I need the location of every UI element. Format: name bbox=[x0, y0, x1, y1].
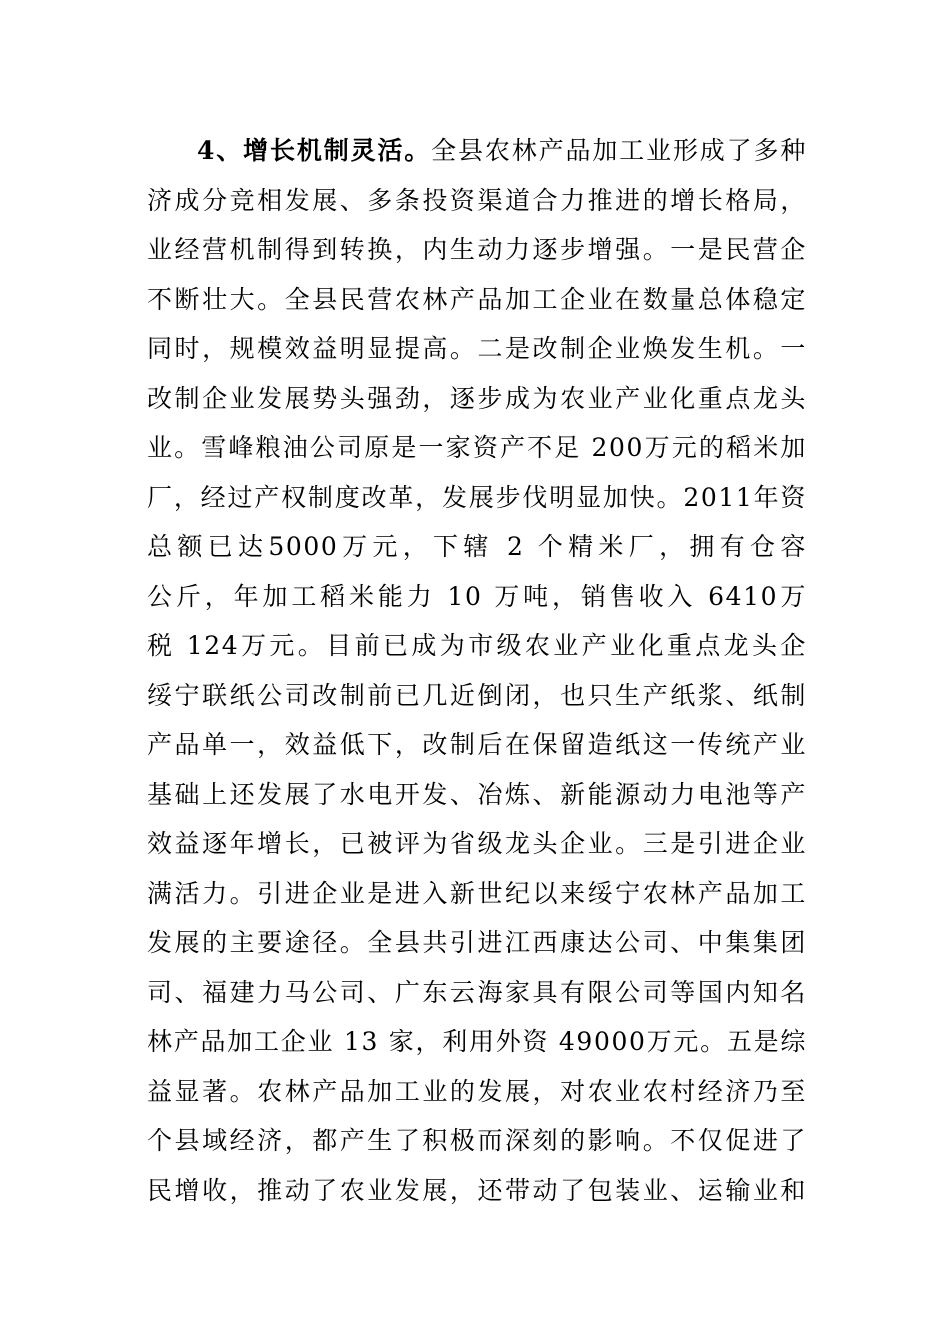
paragraph-line-17: 发展的主要途径。全县共引进江西康达公司、中集集团 bbox=[147, 928, 807, 957]
paragraph-line-1 bbox=[147, 126, 807, 176]
body-paragraph bbox=[147, 126, 807, 1215]
paragraph-line-7: 业。雪峰粮油公司原是一家资产不足 200万元的稻米加 bbox=[147, 433, 807, 462]
paragraph-line-2: 济成分竞相发展、多条投资渠道合力推进的增长格局， bbox=[147, 185, 807, 215]
section-heading: 4、增长机制灵活。 bbox=[197, 136, 432, 165]
paragraph-line-13: 产品单一，效益低下，改制后在保留造纸这一传统产业 bbox=[147, 730, 807, 759]
paragraph-line-21: 个县域经济，都产生了积极而深刻的影响。不仅促进了 bbox=[147, 1126, 807, 1155]
paragraph-line-9: 总额已达5000万元，下辖 2 个精米厂，拥有仓容 bbox=[147, 532, 807, 561]
paragraph-line-14: 基础上还发展了水电开发、冶炼、新能源动力电池等产 bbox=[147, 779, 807, 809]
paragraph-line-6: 改制企业发展势头强劲，逐步成为农业产业化重点龙头 bbox=[147, 383, 807, 413]
line-text: 全县农林产品加工业形成了多种 bbox=[431, 136, 807, 165]
paragraph-line-20: 益显著。农林产品加工业的发展，对农业农村经济乃至 bbox=[147, 1076, 807, 1106]
paragraph-line-16: 满活力。引进企业是进入新世纪以来绥宁农林产品加工 bbox=[147, 878, 807, 908]
paragraph-line-18: 司、福建力马公司、广东云海家具有限公司等国内知名 bbox=[147, 977, 807, 1007]
paragraph-line-11: 税 124万元。目前已成为市级农业产业化重点龙头企 bbox=[147, 631, 807, 660]
paragraph-line-19: 林产品加工企业 13 家，利用外资 49000万元。五是综 bbox=[147, 1027, 807, 1056]
paragraph-line-10: 公斤，年加工稻米能力 10 万吨，销售收入 6410万 bbox=[147, 581, 807, 611]
paragraph-line-8: 厂，经过产权制度改革，发展步伐明显加快。2011年资 bbox=[147, 482, 807, 512]
paragraph-line-12: 绥宁联纸公司改制前已几近倒闭，也只生产纸浆、纸制 bbox=[147, 680, 807, 710]
paragraph-line-22: 民增收，推动了农业发展，还带动了包装业、运输业和 bbox=[147, 1175, 807, 1205]
paragraph-line-3: 业经营机制得到转换，内生动力逐步增强。一是民营企 bbox=[147, 235, 807, 264]
paragraph-line-4: 不断壮大。全县民营农林产品加工企业在数量总体稳定 bbox=[147, 284, 807, 314]
paragraph-line-15: 效益逐年增长，已被评为省级龙头企业。三是引进企业 bbox=[147, 829, 807, 858]
paragraph-line-5: 同时，规模效益明显提高。二是改制企业焕发生机。一 bbox=[147, 334, 807, 363]
